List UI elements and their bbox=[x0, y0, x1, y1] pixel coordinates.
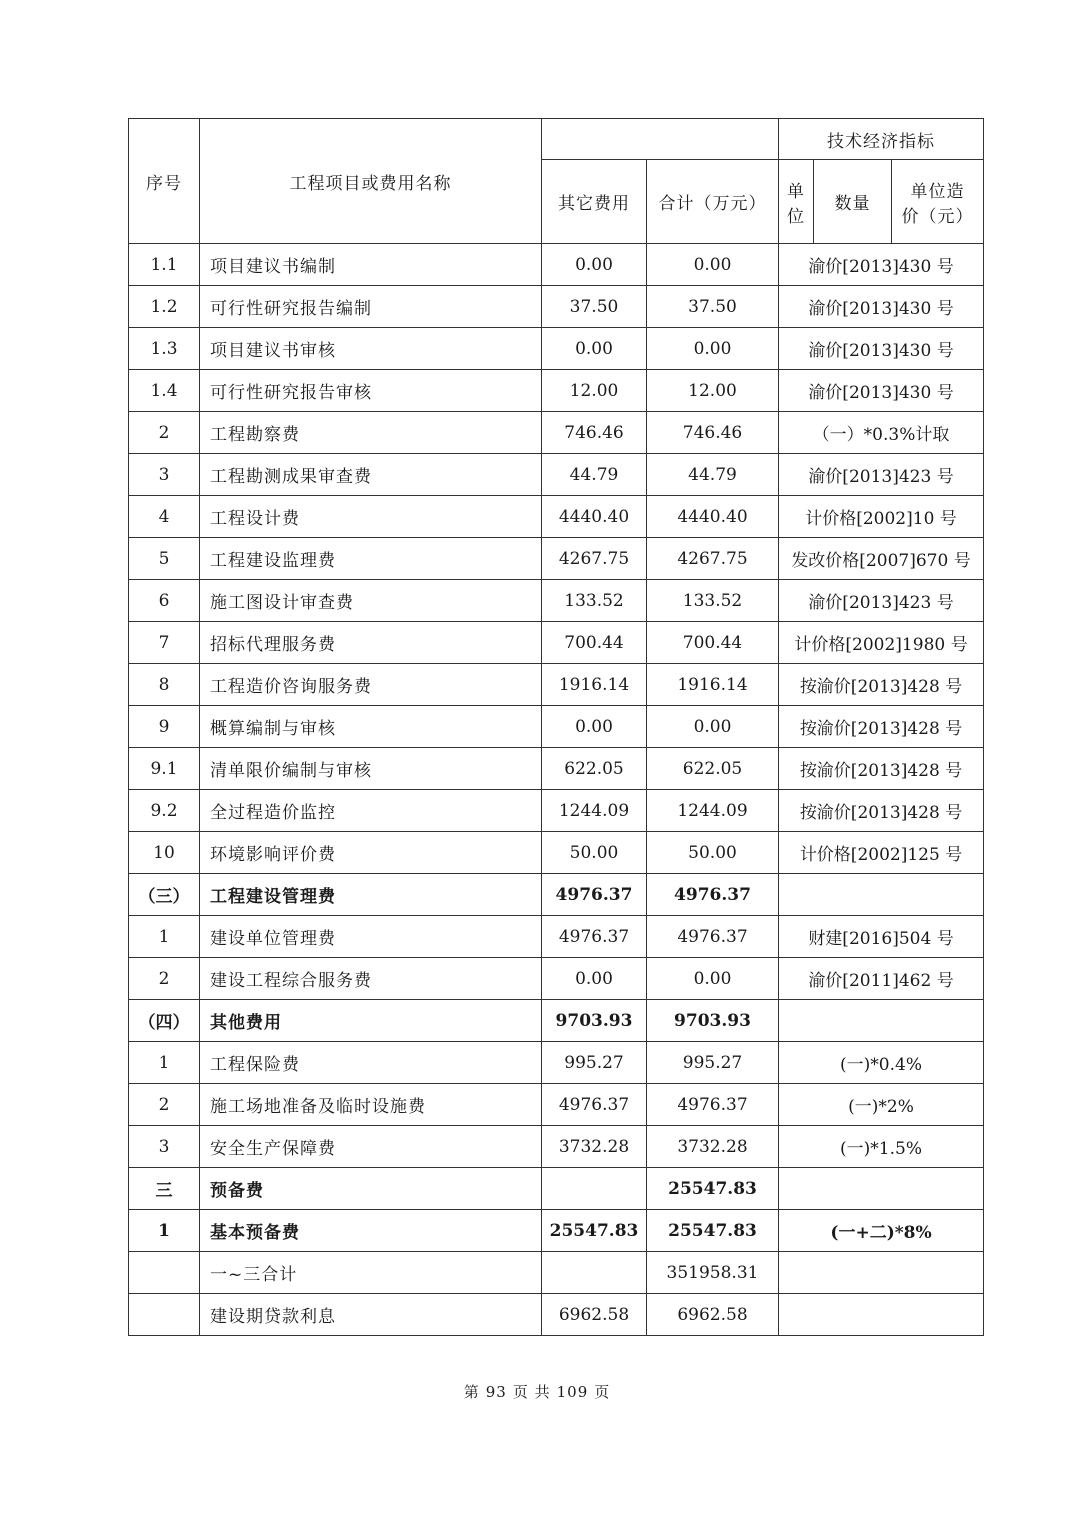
row-seq: 2 bbox=[129, 1084, 200, 1126]
row-name: 项目建议书编制 bbox=[200, 244, 542, 286]
header-other-cost: 其它费用 bbox=[542, 160, 647, 244]
row-total: 25547.83 bbox=[647, 1168, 779, 1210]
table-row bbox=[129, 1210, 984, 1252]
row-name: 清单限价编制与审核 bbox=[200, 748, 542, 790]
row-total: 622.05 bbox=[647, 748, 779, 790]
header-unit-price bbox=[892, 160, 984, 244]
table-row bbox=[129, 580, 984, 622]
row-other-cost: 700.44 bbox=[542, 622, 647, 664]
row-total: 12.00 bbox=[647, 370, 779, 412]
row-seq: 1 bbox=[129, 1042, 200, 1084]
row-note: 渝价[2013]423 号 bbox=[779, 580, 984, 622]
table-row bbox=[129, 538, 984, 580]
header-tech-econ: 技术经济指标 bbox=[779, 119, 984, 160]
row-other-cost bbox=[542, 1168, 647, 1210]
row-name: 建设单位管理费 bbox=[200, 916, 542, 958]
row-other-cost: 50.00 bbox=[542, 832, 647, 874]
row-note: (一)*1.5% bbox=[779, 1126, 984, 1168]
row-note: 按渝价[2013]428 号 bbox=[779, 790, 984, 832]
row-total: 25547.83 bbox=[647, 1210, 779, 1252]
row-note: 渝价[2013]430 号 bbox=[779, 286, 984, 328]
table-row bbox=[129, 706, 984, 748]
row-other-cost: 4976.37 bbox=[542, 874, 647, 916]
row-seq: 4 bbox=[129, 496, 200, 538]
row-seq: 3 bbox=[129, 1126, 200, 1168]
row-note: 计价格[2002]10 号 bbox=[779, 496, 984, 538]
row-seq: （四） bbox=[129, 1000, 200, 1042]
row-name: 工程设计费 bbox=[200, 496, 542, 538]
row-note: 渝价[2013]430 号 bbox=[779, 328, 984, 370]
footer-suffix: 页 bbox=[594, 1383, 611, 1401]
row-total: 700.44 bbox=[647, 622, 779, 664]
row-seq bbox=[129, 1294, 200, 1336]
row-note: 计价格[2002]125 号 bbox=[779, 832, 984, 874]
table-row bbox=[129, 748, 984, 790]
row-seq: 9.2 bbox=[129, 790, 200, 832]
row-other-cost: 9703.93 bbox=[542, 1000, 647, 1042]
row-seq: 1 bbox=[129, 916, 200, 958]
row-total: 4976.37 bbox=[647, 874, 779, 916]
row-note: 按渝价[2013]428 号 bbox=[779, 664, 984, 706]
row-seq: 9.1 bbox=[129, 748, 200, 790]
row-note: 按渝价[2013]428 号 bbox=[779, 748, 984, 790]
row-other-cost: 4976.37 bbox=[542, 1084, 647, 1126]
row-other-cost: 4440.40 bbox=[542, 496, 647, 538]
row-seq: 1.1 bbox=[129, 244, 200, 286]
row-note: 渝价[2011]462 号 bbox=[779, 958, 984, 1000]
row-name: 工程建设管理费 bbox=[200, 874, 542, 916]
table-row bbox=[129, 496, 984, 538]
row-note: (一+二)*8% bbox=[779, 1210, 984, 1252]
row-note bbox=[779, 1294, 984, 1336]
row-total: 6962.58 bbox=[647, 1294, 779, 1336]
row-other-cost: 995.27 bbox=[542, 1042, 647, 1084]
row-name: 工程造价咨询服务费 bbox=[200, 664, 542, 706]
row-seq: 9 bbox=[129, 706, 200, 748]
row-name: 概算编制与审核 bbox=[200, 706, 542, 748]
row-name: 一~三合计 bbox=[200, 1252, 542, 1294]
row-name: 环境影响评价费 bbox=[200, 832, 542, 874]
row-seq: 5 bbox=[129, 538, 200, 580]
row-other-cost: 37.50 bbox=[542, 286, 647, 328]
table-row bbox=[129, 622, 984, 664]
row-note bbox=[779, 874, 984, 916]
row-total: 995.27 bbox=[647, 1042, 779, 1084]
row-total: 37.50 bbox=[647, 286, 779, 328]
row-seq: 3 bbox=[129, 454, 200, 496]
header-unit-price-line1: 单位造 bbox=[910, 181, 965, 202]
row-other-cost bbox=[542, 1252, 647, 1294]
table-row bbox=[129, 1294, 984, 1336]
row-name: 招标代理服务费 bbox=[200, 622, 542, 664]
row-total: 0.00 bbox=[647, 244, 779, 286]
row-total: 4976.37 bbox=[647, 916, 779, 958]
row-note: (一)*2% bbox=[779, 1084, 984, 1126]
row-name: 施工场地准备及临时设施费 bbox=[200, 1084, 542, 1126]
row-name: 工程勘察费 bbox=[200, 412, 542, 454]
row-other-cost: 0.00 bbox=[542, 328, 647, 370]
row-name: 全过程造价监控 bbox=[200, 790, 542, 832]
row-total: 1244.09 bbox=[647, 790, 779, 832]
row-total: 9703.93 bbox=[647, 1000, 779, 1042]
row-name: 基本预备费 bbox=[200, 1210, 542, 1252]
table-row bbox=[129, 286, 984, 328]
row-note: 财建[2016]504 号 bbox=[779, 916, 984, 958]
row-name: 施工图设计审查费 bbox=[200, 580, 542, 622]
table-row bbox=[129, 664, 984, 706]
row-note: (一)*0.4% bbox=[779, 1042, 984, 1084]
row-other-cost: 3732.28 bbox=[542, 1126, 647, 1168]
row-other-cost: 25547.83 bbox=[542, 1210, 647, 1252]
page-footer bbox=[0, 1381, 1074, 1402]
row-seq: 8 bbox=[129, 664, 200, 706]
row-other-cost: 0.00 bbox=[542, 958, 647, 1000]
table-row bbox=[129, 1168, 984, 1210]
row-other-cost: 0.00 bbox=[542, 244, 647, 286]
row-seq: 1 bbox=[129, 1210, 200, 1252]
table-row bbox=[129, 454, 984, 496]
row-name: 可行性研究报告审核 bbox=[200, 370, 542, 412]
row-note bbox=[779, 1168, 984, 1210]
header-unit-line2: 位 bbox=[787, 206, 805, 227]
row-other-cost: 1916.14 bbox=[542, 664, 647, 706]
row-seq bbox=[129, 1252, 200, 1294]
footer-prefix: 第 bbox=[463, 1383, 480, 1401]
row-name: 工程勘测成果审查费 bbox=[200, 454, 542, 496]
row-other-cost: 6962.58 bbox=[542, 1294, 647, 1336]
header-unit-price-line2: 价（元） bbox=[901, 206, 974, 227]
row-note: 计价格[2002]1980 号 bbox=[779, 622, 984, 664]
table-row bbox=[129, 1042, 984, 1084]
row-seq: 1.3 bbox=[129, 328, 200, 370]
row-seq: 1.2 bbox=[129, 286, 200, 328]
table-row bbox=[129, 832, 984, 874]
row-note: 渝价[2013]423 号 bbox=[779, 454, 984, 496]
row-name: 安全生产保障费 bbox=[200, 1126, 542, 1168]
table-row bbox=[129, 916, 984, 958]
row-total: 1916.14 bbox=[647, 664, 779, 706]
row-other-cost: 1244.09 bbox=[542, 790, 647, 832]
row-seq: 7 bbox=[129, 622, 200, 664]
table-row bbox=[129, 958, 984, 1000]
row-note bbox=[779, 1000, 984, 1042]
row-total: 133.52 bbox=[647, 580, 779, 622]
header-blank bbox=[542, 119, 779, 160]
header-unit-line1: 单 bbox=[787, 181, 805, 202]
row-note bbox=[779, 1252, 984, 1294]
footer-page-number: 93 bbox=[485, 1383, 507, 1401]
row-other-cost: 12.00 bbox=[542, 370, 647, 412]
row-other-cost: 133.52 bbox=[542, 580, 647, 622]
header-name: 工程项目或费用名称 bbox=[200, 119, 542, 244]
row-name: 项目建议书审核 bbox=[200, 328, 542, 370]
header-seq: 序号 bbox=[129, 119, 200, 244]
table-row bbox=[129, 370, 984, 412]
row-seq: 三 bbox=[129, 1168, 200, 1210]
table-row bbox=[129, 790, 984, 832]
table-row bbox=[129, 244, 984, 286]
row-seq: 6 bbox=[129, 580, 200, 622]
row-seq: （三） bbox=[129, 874, 200, 916]
row-total: 351958.31 bbox=[647, 1252, 779, 1294]
row-seq: 2 bbox=[129, 958, 200, 1000]
table-row bbox=[129, 412, 984, 454]
row-total: 0.00 bbox=[647, 706, 779, 748]
row-total: 50.00 bbox=[647, 832, 779, 874]
row-name: 可行性研究报告编制 bbox=[200, 286, 542, 328]
footer-total-pages: 109 bbox=[556, 1383, 589, 1401]
table-row bbox=[129, 328, 984, 370]
row-other-cost: 44.79 bbox=[542, 454, 647, 496]
row-note: 渝价[2013]430 号 bbox=[779, 244, 984, 286]
row-seq: 2 bbox=[129, 412, 200, 454]
row-note: 渝价[2013]430 号 bbox=[779, 370, 984, 412]
row-name: 预备费 bbox=[200, 1168, 542, 1210]
table-row bbox=[129, 1126, 984, 1168]
row-total: 746.46 bbox=[647, 412, 779, 454]
footer-mid: 页 共 bbox=[512, 1383, 551, 1401]
row-name: 工程保险费 bbox=[200, 1042, 542, 1084]
row-total: 4440.40 bbox=[647, 496, 779, 538]
row-note: 发改价格[2007]670 号 bbox=[779, 538, 984, 580]
row-other-cost: 0.00 bbox=[542, 706, 647, 748]
header-unit bbox=[779, 160, 814, 244]
row-note: 按渝价[2013]428 号 bbox=[779, 706, 984, 748]
row-total: 4976.37 bbox=[647, 1084, 779, 1126]
row-total: 0.00 bbox=[647, 328, 779, 370]
table-row bbox=[129, 1000, 984, 1042]
row-seq: 1.4 bbox=[129, 370, 200, 412]
table-row bbox=[129, 874, 984, 916]
header-total: 合计（万元） bbox=[647, 160, 779, 244]
row-name: 工程建设监理费 bbox=[200, 538, 542, 580]
row-seq: 10 bbox=[129, 832, 200, 874]
row-other-cost: 622.05 bbox=[542, 748, 647, 790]
row-other-cost: 4267.75 bbox=[542, 538, 647, 580]
row-name: 建设工程综合服务费 bbox=[200, 958, 542, 1000]
row-name: 其他费用 bbox=[200, 1000, 542, 1042]
row-other-cost: 746.46 bbox=[542, 412, 647, 454]
cost-table bbox=[128, 118, 984, 1336]
header-quantity: 数量 bbox=[814, 160, 892, 244]
row-note: （一）*0.3%计取 bbox=[779, 412, 984, 454]
row-total: 44.79 bbox=[647, 454, 779, 496]
table-row bbox=[129, 1252, 984, 1294]
table-row bbox=[129, 1084, 984, 1126]
row-total: 4267.75 bbox=[647, 538, 779, 580]
row-total: 0.00 bbox=[647, 958, 779, 1000]
row-other-cost: 4976.37 bbox=[542, 916, 647, 958]
row-name: 建设期贷款利息 bbox=[200, 1294, 542, 1336]
row-total: 3732.28 bbox=[647, 1126, 779, 1168]
